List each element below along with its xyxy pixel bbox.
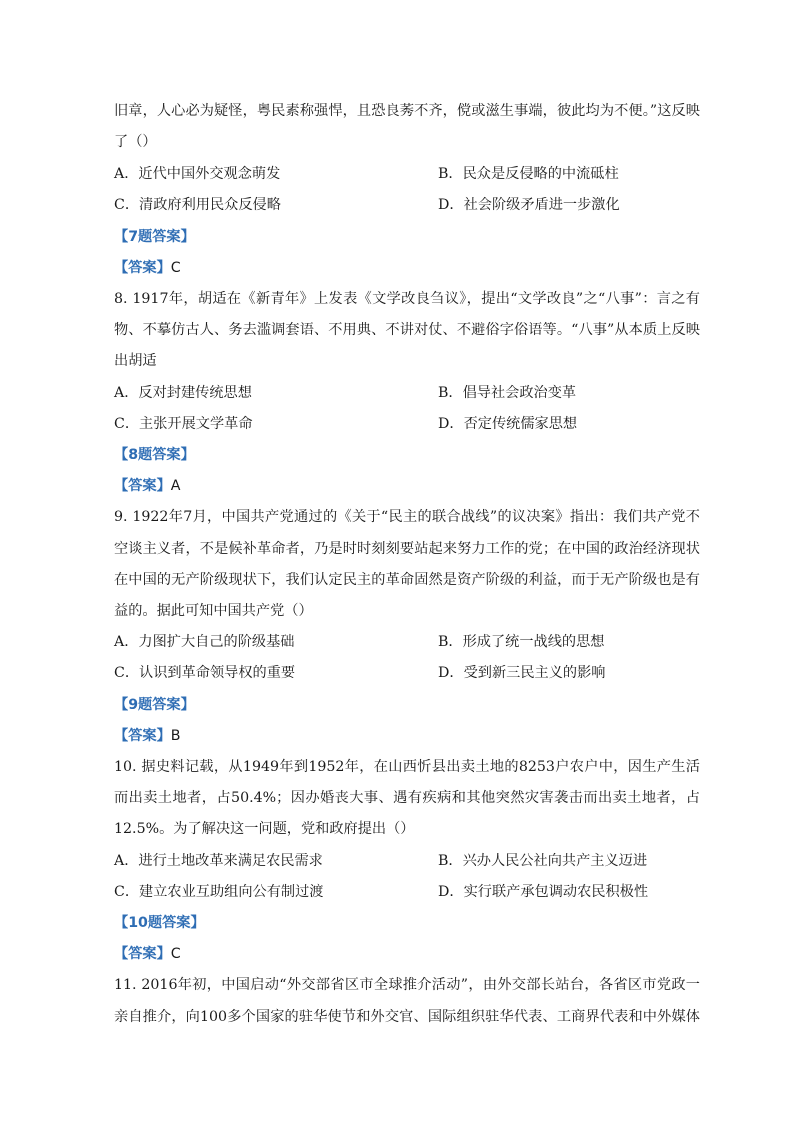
- q7-answer-label: 【答案】: [114, 260, 171, 276]
- q9-stem-line-1: 9. 1922年7月，中国共产党通过的《关于“民主的联合战线”的议决案》指出：我们共产党不: [114, 509, 700, 525]
- q7-answer-tag: 【7题答案】: [114, 229, 195, 245]
- q9-stem-line-4: 益的。据此可知中国共产党（）: [114, 603, 313, 619]
- q7-answer-value: C: [170, 260, 181, 276]
- q10-answer: [114, 944, 181, 964]
- q10-option-c: C．建立农业互助组向公有制过渡: [114, 884, 324, 900]
- q7-option-b: B．民众是反侵略的中流砥柱: [438, 166, 619, 182]
- q8-answer: [114, 476, 180, 496]
- q8-stem-line-2: 物、不摹仿古人、务去滥调套语、不用典、不讲对仗、不避俗字俗语等。“八事”从本质上反映: [114, 322, 700, 338]
- q9-answer-tag: 【9题答案】: [114, 697, 195, 713]
- q7-answer: [114, 258, 181, 278]
- q8-answer-tag: 【8题答案】: [114, 447, 195, 463]
- q8-option-d: D．否定传统儒家思想: [438, 416, 578, 432]
- q9-option-d: D．受到新三民主义的影响: [438, 665, 606, 681]
- q9-answer: [114, 726, 181, 746]
- q10-option-a: A．进行土地改革来满足农民需求: [114, 853, 323, 869]
- q10-answer-label: 【答案】: [114, 946, 171, 962]
- q7-stem-line-2: 了（）: [114, 134, 157, 150]
- q10-stem-line-1: 10. 据史料记载，从1949年到1952年，在山西忻县出卖土地的8253户农户中，因生产生活: [114, 759, 700, 775]
- q11-stem-line-2: 亲自推介，向100多个国家的驻华使节和外交官、国际组织驻华代表、工商界代表和中外媒体: [114, 1009, 700, 1025]
- q8-option-b: B．倡导社会政治变革: [438, 385, 577, 401]
- q8-option-a: A．反对封建传统思想: [114, 385, 252, 401]
- q8-stem-line-3: 出胡适: [114, 353, 157, 369]
- q11-stem-line-1: 11. 2016年初，中国启动“外交部省区市全球推介活动”，由外交部长站台，各省区市党政一: [114, 977, 700, 993]
- q10-answer-tag: 【10题答案】: [114, 915, 205, 931]
- q10-option-b: B．兴办人民公社向共产主义迈进: [438, 853, 648, 869]
- q9-option-c: C．认识到革命领导权的重要: [114, 665, 296, 681]
- q8-answer-value: A: [170, 478, 181, 494]
- q8-answer-label: 【答案】: [114, 478, 171, 494]
- q9-answer-label: 【答案】: [114, 728, 171, 744]
- q7-stem-line-1: 旧章，人心必为疑怪，粤民素称强悍，且恐良莠不齐，傥或滋生事端，彼此均为不便。”这反映: [114, 103, 700, 119]
- q7-option-d: D．社会阶级矛盾进一步激化: [438, 197, 620, 213]
- q9-answer-value: B: [170, 728, 181, 744]
- q9-option-a: A．力图扩大自己的阶级基础: [114, 634, 295, 650]
- q10-stem-line-3: 12.5%。为了解决这一问题，党和政府提出（）: [114, 821, 415, 837]
- q10-option-d: D．实行联产承包调动农民积极性: [438, 884, 649, 900]
- q10-stem-line-2: 而出卖土地者，占50.4%；因办婚丧大事、遇有疾病和其他突然灾害袭击而出卖土地者，占: [114, 790, 700, 806]
- q10-answer-value: C: [170, 946, 181, 962]
- q7-option-c: C．清政府利用民众反侵略: [114, 197, 281, 213]
- q9-stem-line-2: 空谈主义者，不是候补革命者，乃是时时刻刻要站起来努力工作的党；在中国的政治经济现状: [114, 541, 700, 557]
- q8-stem-line-1: 8. 1917年，胡适在《新青年》上发表《文学改良刍议》，提出“文学改良”之“八事”：言之有: [114, 291, 700, 307]
- q9-option-b: B．形成了统一战线的思想: [438, 634, 605, 650]
- q7-option-a: A．近代中国外交观念萌发: [114, 166, 281, 182]
- q8-option-c: C．主张开展文学革命: [114, 416, 253, 432]
- q9-stem-line-3: 在中国的无产阶级现状下，我们认定民主的革命固然是资产阶级的利益，而于无产阶级也是有: [114, 572, 700, 588]
